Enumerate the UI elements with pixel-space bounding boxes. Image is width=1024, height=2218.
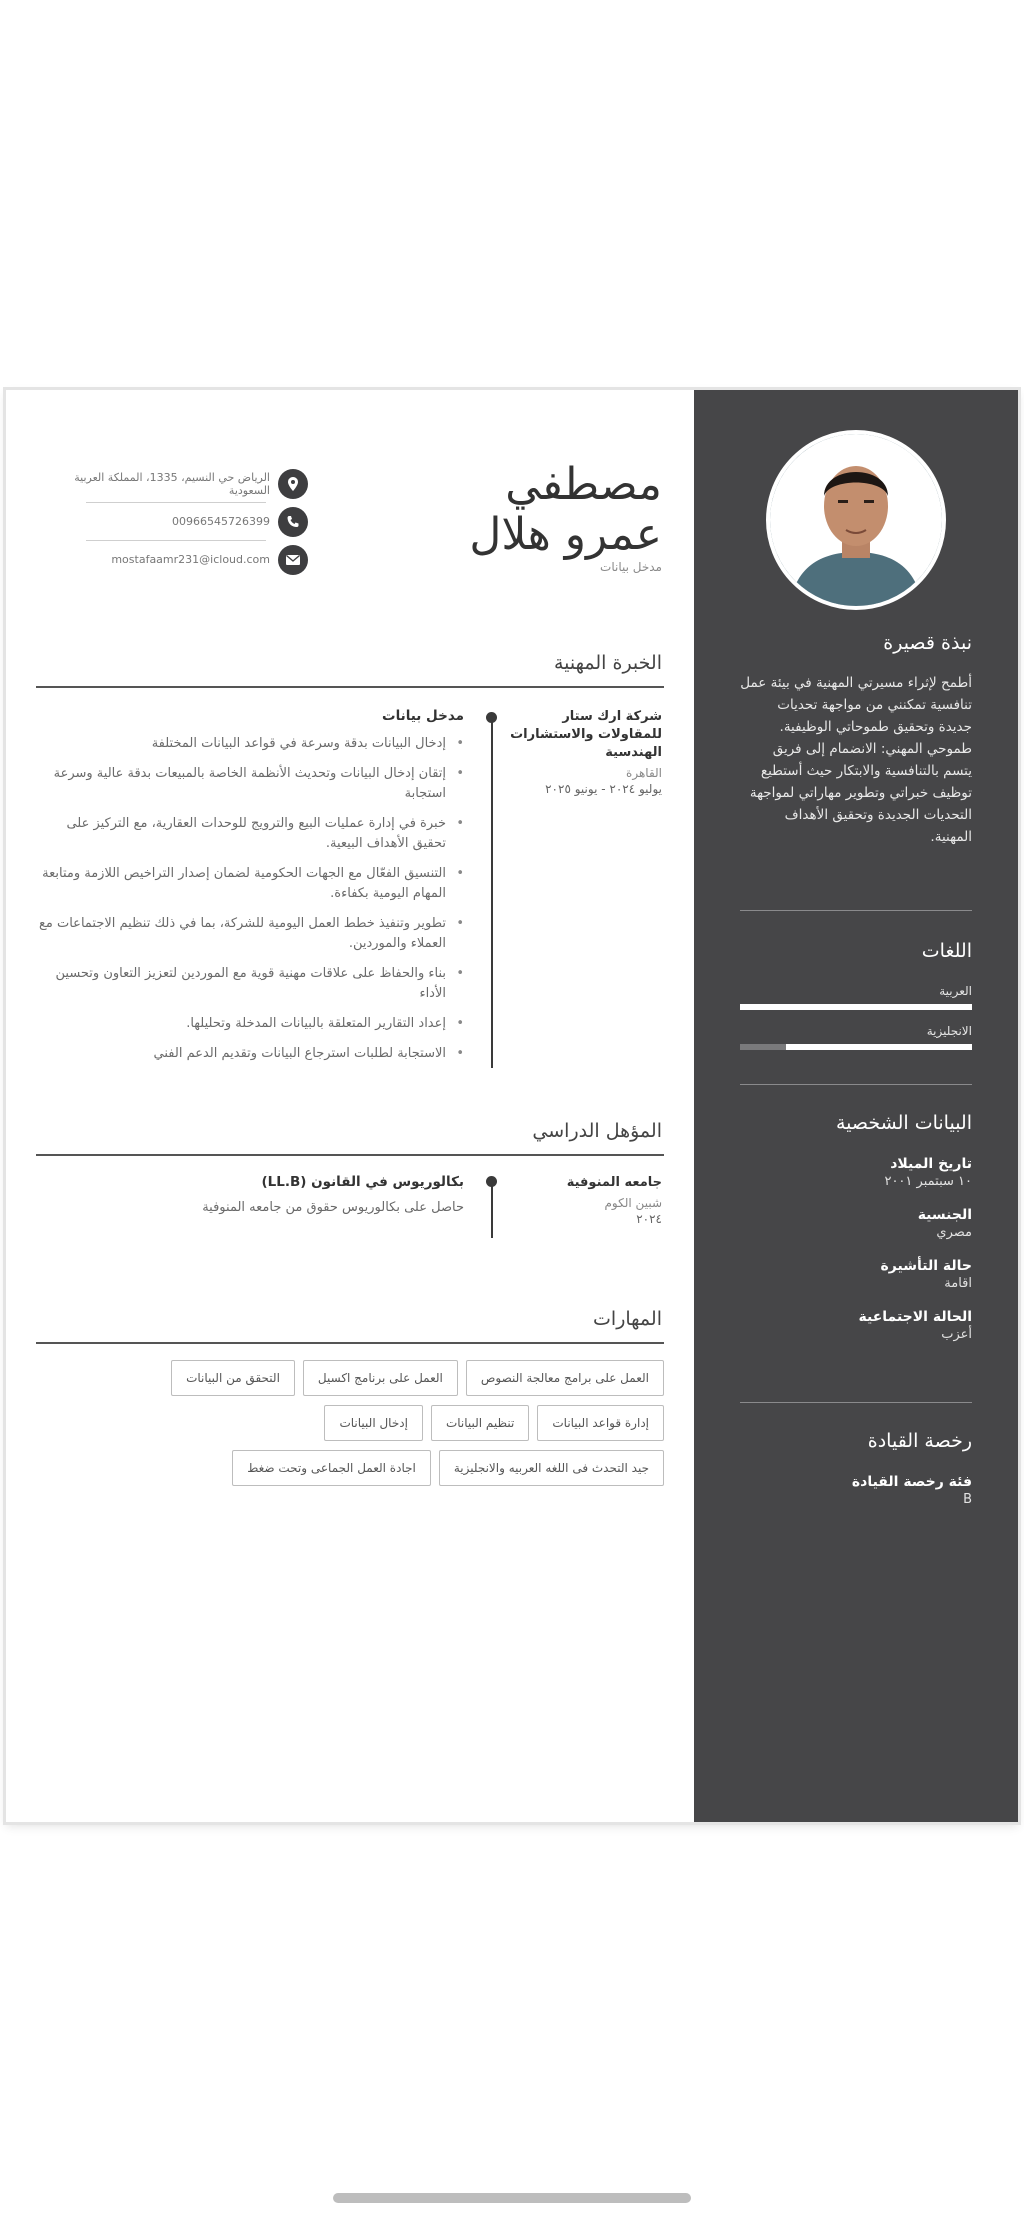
list-item: • إعداد التقارير المتعلقة بالبيانات المدخلة وتحليلها. <box>34 1014 464 1034</box>
email-text[interactable]: mostafaamr231@icloud.com <box>111 553 270 566</box>
about-section <box>740 632 972 848</box>
sidebar-divider <box>740 1084 972 1085</box>
phone-text[interactable]: 00966545726399 <box>172 515 270 528</box>
sidebar-divider <box>740 1402 972 1403</box>
personal-item <box>740 1309 972 1342</box>
license-item <box>740 1474 972 1507</box>
experience-title: الخبرة المهنية <box>553 652 662 674</box>
personal-value: اقامة <box>944 1276 972 1291</box>
skills-rule <box>36 1342 664 1344</box>
about-title: نبذة قصيرة <box>883 632 972 654</box>
list-item: • خبرة في إدارة عمليات البيع والترويج للوحدات العقارية، مع التركيز على تحقيق الأهداف البيعية. <box>34 814 464 854</box>
position-title: مدخل بيانات <box>382 708 464 724</box>
license-section <box>740 1430 972 1525</box>
personal-title: البيانات الشخصية <box>835 1112 972 1134</box>
experience-bullets <box>34 734 464 1064</box>
skills-row <box>36 1450 664 1486</box>
language-level-fill <box>786 1044 972 1050</box>
skill-chip: التحقق من البيانات <box>171 1360 295 1396</box>
list-item: • تطوير وتنفيذ خطط العمل اليومية للشركة، بما في ذلك تنظيم الاجتماعات مع العملاء والموردين. <box>34 914 464 954</box>
contact-address <box>46 465 308 502</box>
main-column <box>6 390 694 1822</box>
degree-description: حاصل على بكالوريوس حقوق من جامعه المنوفية <box>202 1200 464 1215</box>
address-text: الرياض حي النسيم، 1335، المملكة العربية السعودية <box>74 470 270 497</box>
experience-dates: يوليو ٢٠٢٤ - يونيو ٢٠٢٥ <box>545 782 662 796</box>
contact-email <box>46 541 308 578</box>
languages-section <box>740 940 972 1064</box>
graduation-year: ٢٠٢٤ <box>636 1212 662 1226</box>
license-title: رخصة القيادة <box>867 1430 972 1452</box>
personal-item <box>740 1258 972 1291</box>
skills-list <box>36 1360 664 1495</box>
envelope-icon <box>278 545 308 575</box>
language-name: الانجليزية <box>926 1024 972 1038</box>
contact-phone <box>46 503 308 540</box>
name-line-2: عمرو هلال <box>469 509 662 560</box>
skill-chip: العمل على برنامج اكسيل <box>303 1360 458 1396</box>
about-text: أطمح لإثراء مسيرتي المهنية في بيئة عمل تنافسية تمكنني من مواجهة تحديات جديدة وتحقيق طموحاتي الوظيفية. طموحي المهني: الانضمام إلى فريق يتسم بالتنافسية والابتكار حيث أستطيع توظيف خبراتي وتطوير مهاراتي لمواجهة التحديات الجديدة وتحقيق الأهداف المهنية. <box>740 675 972 845</box>
experience-timeline-dot <box>486 712 497 723</box>
company-name: شركة ارك ستار للمقاولات والاستشارات الهندسية <box>510 709 662 760</box>
education-timeline-dot <box>486 1176 497 1187</box>
experience-rule <box>36 686 664 688</box>
skill-chip: اجادة العمل الجماعى وتحت ضغط <box>232 1450 431 1486</box>
personal-value: ١٠ سبتمبر ٢٠٠١ <box>884 1174 972 1189</box>
language-name: العربية <box>939 984 972 998</box>
personal-section <box>740 1112 972 1360</box>
sidebar-divider <box>740 910 972 911</box>
school-location: شبين الكوم <box>604 1196 662 1210</box>
skills-row <box>36 1360 664 1396</box>
school-name: جامعه المنوفية <box>566 1175 662 1190</box>
full-name <box>342 460 662 560</box>
skill-chip: جيد التحدث فى اللغه العربيه والانجليزية <box>439 1450 664 1486</box>
name-line-1: مصطفي <box>505 459 662 510</box>
list-item: • إتقان إدخال البيانات وتحديث الأنظمة الخاصة بالمبيعات بدقة عالية وسرعة استجابة <box>34 764 464 804</box>
resume-page <box>6 390 1018 1822</box>
phone-icon <box>278 507 308 537</box>
skills-title: المهارات <box>593 1308 662 1330</box>
company-location: القاهرة <box>626 766 662 780</box>
experience-timeline <box>491 716 493 1068</box>
skill-chip: تنظيم البيانات <box>431 1405 529 1441</box>
skills-row <box>36 1405 664 1441</box>
education-rule <box>36 1154 664 1156</box>
personal-item <box>740 1156 972 1189</box>
language-item <box>740 1024 972 1050</box>
list-item: • بناء والحفاظ على علاقات مهنية قوية مع الموردين لتعزيز التعاون وتحسين الأداء <box>34 964 464 1004</box>
list-item: • إدخال البيانات بدقة وسرعة في قواعد البيانات المختلفة <box>34 734 464 754</box>
language-level-fill <box>740 1004 972 1010</box>
skill-chip: إدخال البيانات <box>324 1405 422 1441</box>
experience-meta <box>502 708 662 796</box>
language-level-bar <box>740 1004 972 1010</box>
job-role: مدخل بيانات <box>600 560 662 574</box>
contact-block <box>46 465 308 578</box>
personal-item <box>740 1207 972 1240</box>
skill-chip: إدارة قواعد البيانات <box>537 1405 664 1441</box>
language-level-bar <box>740 1044 972 1050</box>
experience-details <box>34 708 464 1074</box>
personal-label: تاريخ الميلاد <box>890 1156 972 1172</box>
language-item <box>740 984 972 1010</box>
list-item: • التنسيق الفعّال مع الجهات الحكومية لضمان إصدار التراخيص اللازمة ومتابعة المهام اليومية بكفاءة. <box>34 864 464 904</box>
education-title: المؤهل الدراسي <box>532 1120 662 1142</box>
license-value: B <box>963 1492 972 1507</box>
avatar <box>766 430 946 610</box>
education-meta <box>502 1174 662 1226</box>
personal-value: أعزب <box>941 1327 972 1342</box>
personal-label: الحالة الاجتماعية <box>858 1309 972 1325</box>
languages-title: اللغات <box>921 940 972 962</box>
location-pin-icon <box>278 469 308 499</box>
personal-value: مصري <box>936 1225 972 1240</box>
home-indicator[interactable] <box>333 2193 691 2203</box>
list-item: • الاستجابة لطلبات استرجاع البيانات وتقديم الدعم الفني <box>34 1044 464 1064</box>
license-label: فئة رخصة القيادة <box>851 1474 972 1490</box>
skill-chip: العمل على برامج معالجة النصوص <box>466 1360 664 1396</box>
personal-label: حالة التأشيرة <box>880 1258 972 1274</box>
education-timeline <box>491 1180 493 1238</box>
education-details <box>34 1174 464 1215</box>
sidebar <box>694 390 1018 1822</box>
personal-label: الجنسية <box>917 1207 972 1223</box>
degree-title: بكالوريوس في القانون (LL.B) <box>261 1174 464 1190</box>
